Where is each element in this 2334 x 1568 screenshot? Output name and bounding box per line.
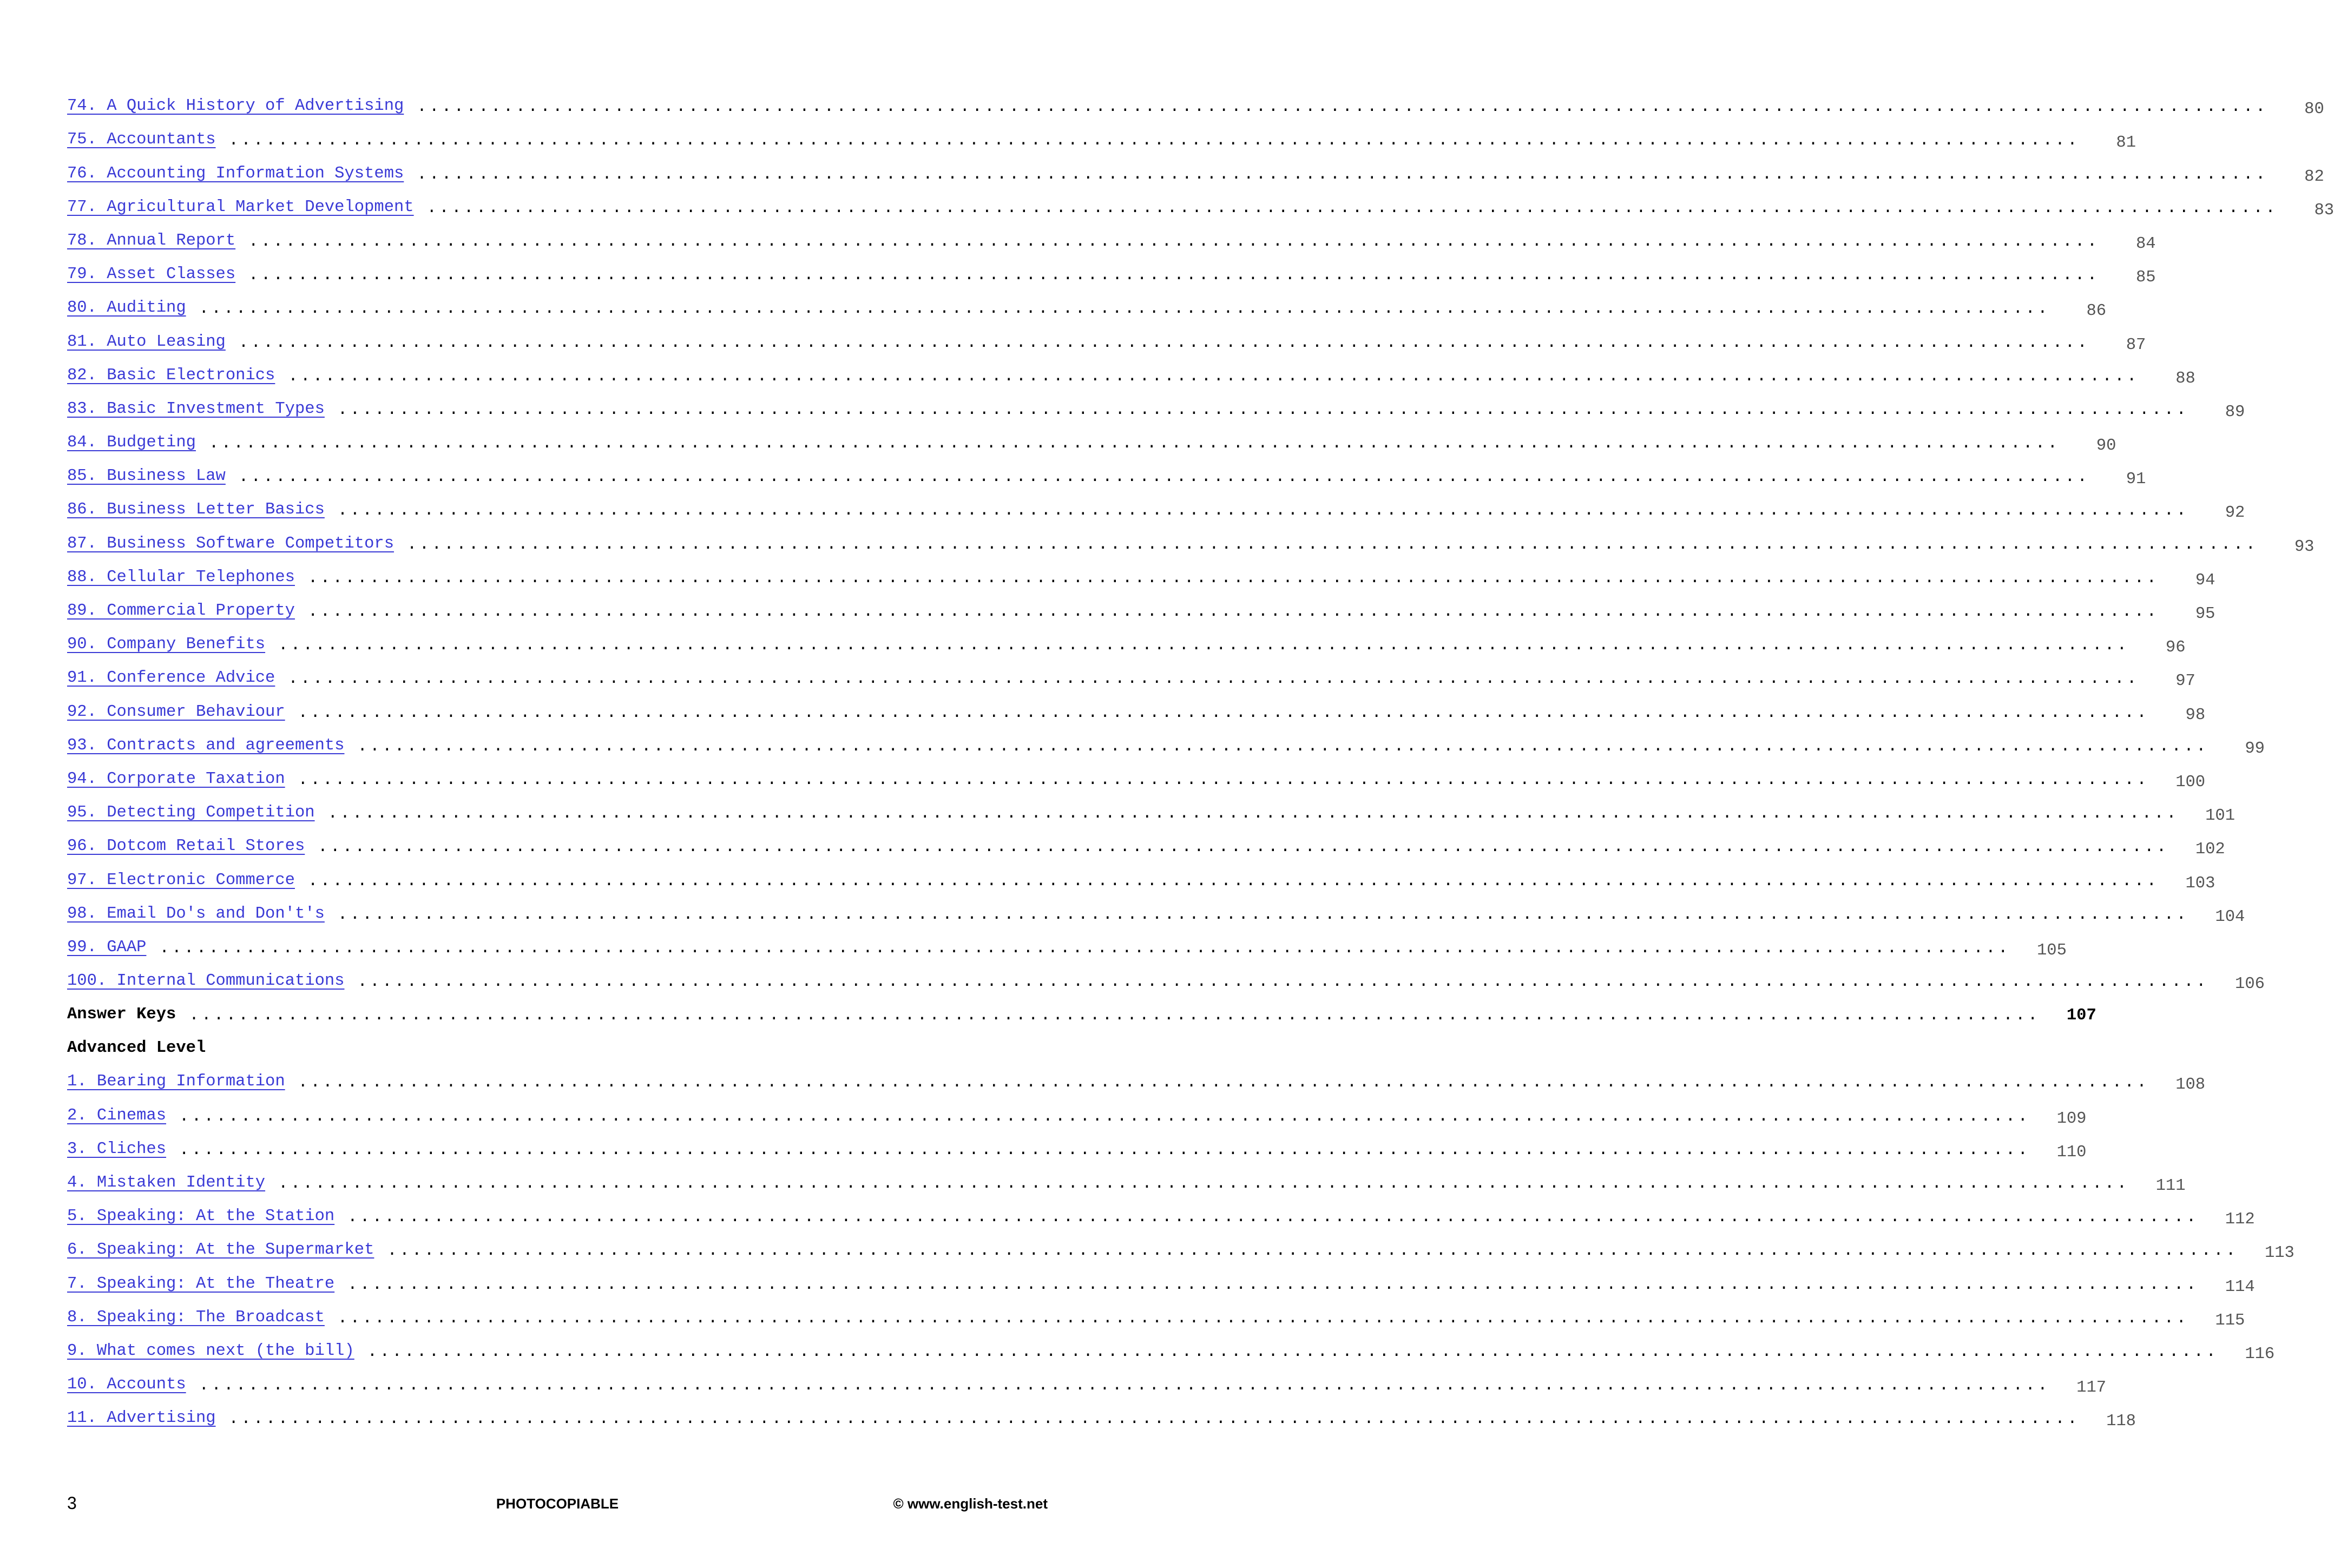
toc-entry[interactable] <box>67 1091 2087 1128</box>
toc-entry-link[interactable]: 97. Electronic Commerce <box>67 871 295 890</box>
toc-entry-page: 107 <box>2066 1006 2096 1025</box>
toc-entry-page: 106 <box>2235 975 2265 994</box>
toc-entry-page: 115 <box>2215 1311 2245 1330</box>
toc-entry-link[interactable]: 7. Speaking: At the Theatre <box>67 1274 335 1293</box>
toc-entry[interactable] <box>67 1361 2107 1398</box>
dot-leader: ...................................................................................................................................................... <box>327 805 2179 823</box>
table-of-contents <box>67 82 2334 1431</box>
footer-photocopiable: PHOTOCOPIABLE <box>496 1495 619 1512</box>
toc-entry-link[interactable]: 76. Accounting Information Systems <box>67 164 404 183</box>
toc-entry-page: 103 <box>2185 874 2215 893</box>
toc-entry[interactable] <box>67 385 2245 421</box>
toc-entry[interactable] <box>67 352 2195 388</box>
toc-entry-page: 105 <box>2036 941 2067 960</box>
toc-entry-link[interactable]: 92. Consumer Behaviour <box>67 702 285 721</box>
dot-leader: ...................................................................................................................................................... <box>417 98 2268 117</box>
dot-leader: ...................................................................................................................................................... <box>298 770 2149 789</box>
toc-entry[interactable] <box>67 217 2156 253</box>
dot-leader: ...................................................................................................................................................... <box>189 1006 2040 1025</box>
dot-leader: ...................................................................................................................................................... <box>407 535 2258 554</box>
toc-entry-page: 117 <box>2076 1379 2107 1398</box>
toc-entry-link[interactable]: 11. Advertising <box>67 1409 216 1428</box>
dot-leader: ...................................................................................................................................................... <box>179 1141 2030 1159</box>
toc-entry-page: 104 <box>2215 907 2245 926</box>
dot-leader: ...................................................................................................................................................... <box>347 1275 2199 1294</box>
toc-entry-link[interactable]: 88. Cellular Telephones <box>67 568 295 587</box>
dot-leader: ...................................................................................................................................................... <box>367 1342 2219 1361</box>
toc-entry-page: 99 <box>2245 739 2265 758</box>
toc-entry-link[interactable]: 9. What comes next (the bill) <box>67 1341 354 1360</box>
toc-entry[interactable] <box>67 1394 2136 1431</box>
toc-entry-page: 88 <box>2175 369 2195 388</box>
toc-entry[interactable] <box>67 1159 2186 1195</box>
toc-entry[interactable] <box>67 149 2324 186</box>
dot-leader: ...................................................................................................................................................... <box>337 502 2189 521</box>
toc-entry[interactable] <box>67 1058 2206 1095</box>
toc-entry[interactable] <box>67 789 2236 826</box>
toc-entry-page: 84 <box>2136 234 2156 253</box>
toc-entry[interactable] <box>67 1226 2294 1263</box>
toc-entry-link[interactable]: 100. Internal Communications <box>67 972 345 991</box>
dot-leader: ...................................................................................................................................................... <box>426 199 2278 218</box>
toc-entry-page: 98 <box>2185 706 2206 724</box>
dot-leader: ...................................................................................................................................................... <box>337 1309 2189 1328</box>
toc-entry-link[interactable]: 75. Accountants <box>67 130 216 149</box>
dot-leader: ...................................................................................................................................................... <box>417 165 2268 184</box>
toc-entry[interactable] <box>67 419 2116 456</box>
toc-entry-page: 87 <box>2126 335 2146 354</box>
toc-list-advanced <box>67 1058 2294 1431</box>
toc-entry-page: 108 <box>2175 1076 2206 1095</box>
toc-entry[interactable] <box>67 755 2206 792</box>
dot-leader: ...................................................................................................................................................... <box>307 603 2159 621</box>
toc-entry-link[interactable]: 87. Business Software Competitors <box>67 534 394 553</box>
toc-entry[interactable] <box>67 284 2107 321</box>
toc-entry-page: 86 <box>2086 302 2107 321</box>
toc-entry-link[interactable]: 3. Cliches <box>67 1139 167 1158</box>
toc-entry[interactable] <box>67 1193 2255 1229</box>
toc-entry-page: 95 <box>2195 605 2215 623</box>
toc-entry-page: 92 <box>2225 504 2245 523</box>
footer-copyright: © www.english-test.net <box>893 1495 1048 1512</box>
toc-entry[interactable] <box>67 519 2315 556</box>
toc-entry-page: 109 <box>2056 1109 2087 1128</box>
dot-leader: ...................................................................................................................................................... <box>278 1175 2129 1193</box>
dot-leader: ...................................................................................................................................................... <box>387 1242 2238 1261</box>
toc-entry-link[interactable]: 79. Asset Classes <box>67 265 236 284</box>
dot-leader: ...................................................................................................................................................... <box>357 737 2208 756</box>
toc-entry-link[interactable]: 94. Corporate Taxation <box>67 769 285 788</box>
toc-entry[interactable] <box>67 722 2265 758</box>
dot-leader: ...................................................................................................................................................... <box>337 400 2189 419</box>
footer-page-number: 3 <box>67 1493 77 1513</box>
toc-entry-label[interactable]: Answer Keys <box>67 1005 176 1024</box>
toc-entry[interactable] <box>67 1260 2255 1296</box>
toc-entry-link[interactable]: 74. A Quick History of Advertising <box>67 97 404 116</box>
toc-entry-link[interactable]: 1. Bearing Information <box>67 1072 285 1091</box>
toc-entry-link[interactable]: 5. Speaking: At the Station <box>67 1207 335 1226</box>
toc-entry-link[interactable]: 95. Detecting Competition <box>67 803 315 822</box>
toc-entry-page: 112 <box>2225 1210 2255 1229</box>
dot-leader: ...................................................................................................................................................... <box>248 266 2100 285</box>
toc-entry-link[interactable]: 93. Contracts and agreements <box>67 736 345 755</box>
dot-leader: ...................................................................................................................................................... <box>199 300 2050 319</box>
toc-entry-page: 110 <box>2056 1143 2087 1162</box>
dot-leader: ...................................................................................................................................................... <box>288 367 2139 386</box>
dot-leader: ...................................................................................................................................................... <box>288 670 2139 689</box>
page-footer <box>67 1493 1048 1515</box>
dot-leader: ...................................................................................................................................................... <box>248 232 2100 251</box>
toc-entry-page: 116 <box>2245 1345 2275 1363</box>
toc-entry-link[interactable]: 84. Budgeting <box>67 433 196 452</box>
toc-entry-page: 80 <box>2304 100 2324 119</box>
toc-entry-link[interactable]: 83. Basic Investment Types <box>67 399 325 418</box>
toc-entry-link[interactable]: 10. Accounts <box>67 1375 186 1394</box>
toc-entry[interactable] <box>67 688 2206 724</box>
toc-entry-link[interactable]: 2. Cinemas <box>67 1106 167 1125</box>
toc-entry-link[interactable]: 91. Conference Advice <box>67 669 275 688</box>
toc-entry-link[interactable]: 77. Agricultural Market Development <box>67 197 414 216</box>
toc-entry-page: 111 <box>2155 1177 2186 1195</box>
toc-entry[interactable] <box>67 1327 2275 1363</box>
toc-entry[interactable] <box>67 452 2146 489</box>
toc-entry-page: 82 <box>2304 167 2324 186</box>
toc-entry-page: 102 <box>2195 840 2225 859</box>
toc-entry-page: 85 <box>2136 268 2156 287</box>
dot-leader: ...................................................................................................................................................... <box>337 905 2189 924</box>
toc-entry-link[interactable]: 89. Commercial Property <box>67 602 295 620</box>
toc-entry[interactable] <box>67 116 2136 153</box>
dot-leader: ...................................................................................................................................................... <box>208 434 2060 453</box>
toc-entry-link[interactable]: 4. Mistaken Identity <box>67 1174 266 1192</box>
toc-entry[interactable] <box>67 554 2215 590</box>
toc-list-intermediate <box>67 82 2334 994</box>
toc-entry-page: 101 <box>2205 807 2236 826</box>
toc-entry-page: 93 <box>2294 537 2315 556</box>
dot-leader: ...................................................................................................................................................... <box>199 1376 2050 1395</box>
toc-entry[interactable] <box>67 654 2195 691</box>
toc-entry-link[interactable]: 82. Basic Electronics <box>67 366 275 385</box>
dot-leader: ...................................................................................................................................................... <box>179 1107 2030 1126</box>
toc-entry[interactable] <box>67 856 2215 893</box>
toc-entry[interactable] <box>67 957 2265 994</box>
toc-entry-answer-keys[interactable] <box>67 991 2096 1025</box>
toc-entry[interactable] <box>67 587 2215 623</box>
toc-entry-page: 97 <box>2175 672 2195 691</box>
toc-entry-link[interactable]: 86. Business Letter Basics <box>67 500 325 519</box>
toc-entry-page: 114 <box>2225 1277 2255 1296</box>
toc-entry-page: 94 <box>2195 571 2215 590</box>
toc-entry[interactable] <box>67 1125 2087 1162</box>
dot-leader: ...................................................................................................................................................... <box>228 1410 2080 1429</box>
toc-entry-link[interactable]: 85. Business Law <box>67 467 226 486</box>
toc-entry-link[interactable]: 80. Auditing <box>67 299 186 318</box>
dot-leader: ...................................................................................................................................................... <box>228 131 2080 150</box>
toc-entry-link[interactable]: 98. Email Do's and Don't's <box>67 904 325 923</box>
dot-leader: ...................................................................................................................................................... <box>238 468 2090 487</box>
dot-leader: ...................................................................................................................................................... <box>159 939 2010 958</box>
toc-entry-link[interactable]: 8. Speaking: The Broadcast <box>67 1308 325 1327</box>
toc-entry-page: 90 <box>2096 437 2116 456</box>
toc-entry-page: 96 <box>2165 638 2186 657</box>
dot-leader: ...................................................................................................................................................... <box>238 333 2090 352</box>
toc-entry-link[interactable]: 81. Auto Leasing <box>67 332 226 351</box>
toc-entry-page: 100 <box>2175 773 2206 792</box>
dot-leader: ...................................................................................................................................................... <box>347 1208 2199 1227</box>
toc-entry[interactable] <box>67 486 2245 523</box>
toc-entry-link[interactable]: 90. Company Benefits <box>67 635 266 654</box>
dot-leader: ...................................................................................................................................................... <box>298 703 2149 722</box>
toc-entry-link[interactable]: 96. Dotcom Retail Stores <box>67 837 305 856</box>
toc-entry-page: 113 <box>2264 1244 2294 1263</box>
dot-leader: ...................................................................................................................................................... <box>307 872 2159 891</box>
dot-leader: ...................................................................................................................................................... <box>307 569 2159 588</box>
toc-entry[interactable] <box>67 1294 2245 1330</box>
dot-leader: ...................................................................................................................................................... <box>278 636 2129 655</box>
toc-entry-link[interactable]: 6. Speaking: At the Supermarket <box>67 1241 374 1260</box>
toc-entry-page: 83 <box>2314 201 2334 220</box>
toc-entry-page: 81 <box>2116 134 2136 153</box>
dot-leader: ...................................................................................................................................................... <box>357 973 2208 992</box>
toc-entry-link[interactable]: 78. Annual Report <box>67 231 236 250</box>
toc-entry[interactable] <box>67 318 2146 354</box>
toc-entry-page: 89 <box>2225 403 2245 421</box>
toc-entry-page: 91 <box>2126 470 2146 489</box>
dot-leader: ...................................................................................................................................................... <box>318 838 2169 857</box>
dot-leader: ...................................................................................................................................................... <box>298 1073 2149 1092</box>
toc-entry[interactable] <box>67 924 2067 960</box>
toc-entry[interactable] <box>67 183 2334 220</box>
toc-entry[interactable] <box>67 890 2245 926</box>
toc-entry[interactable] <box>67 822 2225 859</box>
toc-entry[interactable] <box>67 82 2324 119</box>
toc-entry[interactable] <box>67 251 2156 287</box>
toc-entry-page: 118 <box>2106 1412 2136 1431</box>
section-heading-advanced-level: Advanced Level <box>67 1039 206 1058</box>
toc-entry-link[interactable]: 99. GAAP <box>67 938 147 957</box>
toc-entry[interactable] <box>67 621 2186 657</box>
